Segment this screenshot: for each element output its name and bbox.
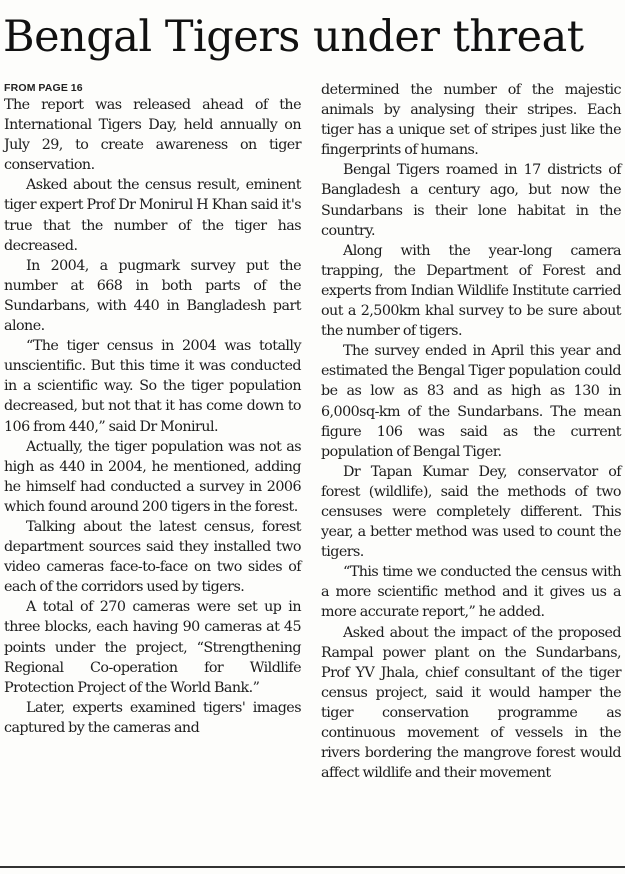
paragraph: “The tiger census in 2004 was totally unscientific. But this time it was conducted in a scientific way. So the tiger population decreased, but not that it has come down to 106 from 440,” said Dr Monirul. bbox=[4, 338, 301, 435]
paragraph: Dr Tapan Kumar Dey, conservator of forest (wildlife), said the methods of two censuses were completely different. This year, a better method was used to count the tigers. bbox=[321, 463, 621, 561]
paragraph: Along with the year-long camera trapping, the Department of Forest and experts from Indian Wildlife Institute carried out a 2,500km khal survey to be sure about the number of tigers. bbox=[321, 242, 621, 340]
paragraph: The report was released ahead of the International Tigers Day, held annually on July 29, to create awareness on tiger conservation. bbox=[4, 97, 301, 174]
headline: Bengal Tigers under threat bbox=[3, 12, 584, 62]
paragraph: In 2004, a pugmark survey put the number at 668 in both parts of the Sundarbans, with 440 in Bangladesh part alone. bbox=[4, 257, 301, 335]
paragraph: Asked about the census result, eminent tiger expert Prof Dr Monirul H Khan said it's true that the number of the tiger has decreased. bbox=[4, 177, 301, 254]
left-column bbox=[4, 80, 301, 738]
paragraph: “This time we conducted the census with a more scientific method and it gives us a more accurate report,” he added. bbox=[321, 564, 621, 621]
jump-line: FROM PAGE 16 bbox=[4, 82, 83, 94]
paragraph: Actually, the tiger population was not as high as 440 in 2004, he mentioned, adding he himself had conducted a survey in 2006 which found around 200 tigers in the forest. bbox=[4, 438, 301, 515]
paragraph: The survey ended in April this year and estimated the Bengal Tiger population could be as low as 83 and as high as 130 in 6,000sq-km of the Sundarbans. The mean figure 106 was said as the current population of Bengal Tiger. bbox=[321, 343, 621, 460]
paragraph: A total of 270 cameras were set up in three blocks, each having 90 cameras at 45 points under the project, “Strengthening Regional Co-operation for Wildlife Protection Project of the World Bank.” bbox=[4, 599, 301, 696]
paragraph: Talking about the latest census, forest department sources said they installed two video cameras face-to-face on two sides of each of the corridors used by tigers. bbox=[4, 518, 301, 596]
paragraph: determined the number of the majestic animals by analysing their stripes. Each tiger has a unique set of stripes just like the fingerprints of humans. bbox=[321, 82, 621, 159]
right-column bbox=[321, 80, 621, 783]
paragraph: Asked about the impact of the proposed Rampal power plant on the Sundarbans, Prof YV Jhala, chief consultant of the tiger census project, said it would hamper the tiger conservation programme as continuous movement of vessels in the rivers bordering the mangrove forest would affect wildlife and their movement bbox=[321, 624, 621, 782]
paragraph: Bengal Tigers roamed in 17 districts of Bangladesh a century ago, but now the Sundarbans is their lone habitat in the country. bbox=[321, 162, 621, 239]
paragraph: Later, experts examined tigers' images captured by the cameras and bbox=[4, 699, 301, 736]
bottom-rule bbox=[0, 866, 625, 868]
